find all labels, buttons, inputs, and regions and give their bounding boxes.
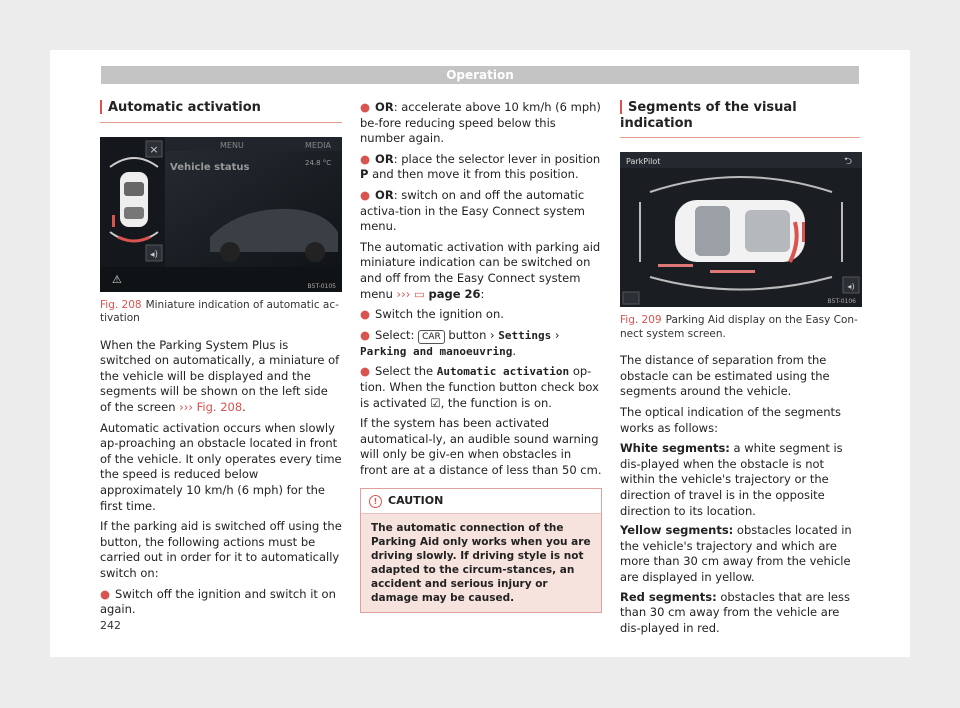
col2-step-1: ● Switch the ignition on. (360, 307, 504, 322)
svg-text:×: × (149, 142, 159, 156)
figure-209-svg (620, 152, 862, 307)
col3-paragraph-2: The optical indication of the segments works as follows: (620, 404, 842, 435)
page-link[interactable]: page 26 (428, 286, 481, 301)
bullet-icon: ● (360, 187, 371, 202)
def-white-segments: White segments: a white segment is dis-played when the obstacle is not within the vehicle's trajectory or the direction of travel is in the opposite direction to its location. (620, 441, 843, 518)
col1-paragraph-3: If the parking aid is switched off using the button, the following actions must be carried out in order for it to automatically switch on: (100, 519, 342, 580)
caution-text: The automatic connection of the Parking Aid only works when you are driving slowly. If driving style is not adapted to the circum-stances, an accident and serious injury or damage may be caused. (361, 514, 601, 612)
col2-bullet-1: ● OR: accelerate above 10 km/h (6 mph) be-fore reducing speed below this number again. (360, 100, 601, 146)
caution-header: ! CAUTION (361, 489, 601, 514)
column-1 (100, 100, 342, 623)
bullet-icon: ● (100, 586, 111, 601)
book-icon: ▭ (413, 286, 425, 301)
fig208-temp: 24.8 °C (305, 158, 332, 167)
checkbox-checked-icon: ☑ (430, 395, 441, 410)
fig208-vehicle-status: Vehicle status (170, 161, 250, 173)
bullet-icon: ● (360, 327, 371, 342)
svg-text:◂): ◂) (847, 282, 855, 292)
column-2 (360, 100, 602, 613)
caution-icon: ! (369, 495, 382, 508)
column-3 (620, 100, 860, 640)
col1-paragraph-2: Automatic activation occurs when slowly ap-proaching an obstacle located in front of the vehicle. It only operates every time the speed is reduced below approximately 10 km/h (6 mph) for the first time. (100, 420, 342, 513)
col2-bullet-2: ● OR: place the selector lever in position P and then move it from this position. (360, 151, 601, 182)
bullet-icon: ● (360, 100, 371, 114)
fig-208-link[interactable]: ››› Fig. 208 (179, 399, 243, 414)
col2-step-3: ● Select the Automatic activation op-tion. When the function button check box is activated ☑, the function is on. (360, 364, 599, 410)
bullet-icon: ● (360, 151, 371, 166)
col3-paragraph-1: The distance of separation from the obstacle can be estimated using the segments around the vehicle. (620, 353, 830, 399)
section-title-segments: Segments of the visual indication (620, 100, 860, 138)
def-red-segments: Red segments: obstacles that are less than 30 cm away from the vehicle are dis-played in red. (620, 589, 850, 635)
figure-208-image (100, 137, 342, 292)
col1-bullet-1: ● Switch off the ignition and switch it on again. (100, 586, 336, 617)
fig208-code: B5T-0105 (307, 282, 336, 290)
fig208-media: MEDIA (305, 140, 331, 150)
svg-text:⚠: ⚠ (112, 272, 122, 286)
page-number: 242 (100, 619, 121, 632)
fig209-title: ParkPilot (626, 157, 661, 167)
caution-box (360, 488, 602, 613)
figure-209-caption: Fig. 209 Parking Aid display on the Easy Con-nect system screen. (620, 314, 858, 340)
col2-paragraph-2: If the system has been activated automatical-ly, an audible sound warning will only be giv-en when obstacles in front are at a distance of less than 50 cm. (360, 416, 602, 477)
def-yellow-segments: Yellow segments: obstacles located in the vehicle's trajectory and which are more than 30 cm away from the vehicle are displayed in yellow. (620, 523, 852, 584)
page-header: Operation (101, 66, 859, 84)
figure-208-caption: Fig. 208 Miniature indication of automatic ac-tivation (100, 298, 339, 325)
col2-paragraph-1: The automatic activation with parking aid miniature indication can be switched on and off from the Easy Connect system menu ››› ▭ page 26: (360, 239, 601, 301)
fig209-code: B5T-0106 (827, 298, 856, 306)
figure-208-svg (100, 137, 342, 292)
col2-step-2: ● Select: CAR button › Settings › Parking and manoeuvring. (360, 327, 560, 358)
fig208-menu: MENU (220, 140, 244, 150)
svg-text:⮌: ⮌ (843, 156, 852, 168)
car-button-icon: CAR (418, 330, 445, 344)
section-title-automatic-activation: Automatic activation (100, 100, 342, 123)
col2-bullet-3: ● OR: switch on and off the automatic activa-tion in the Easy Connect system menu. (360, 187, 585, 234)
bullet-icon: ● (360, 364, 371, 379)
bullet-icon: ● (360, 307, 371, 322)
col1-paragraph-1: When the Parking System Plus is switched on automatically, a miniature of the vehicle will be displayed and the segments will be shown on the left side of the screen ››› Fig. 208. (100, 337, 340, 414)
svg-text:◂): ◂) (149, 249, 159, 260)
page-link-arrow[interactable]: ››› (396, 286, 411, 301)
figure-209-image (620, 152, 862, 307)
